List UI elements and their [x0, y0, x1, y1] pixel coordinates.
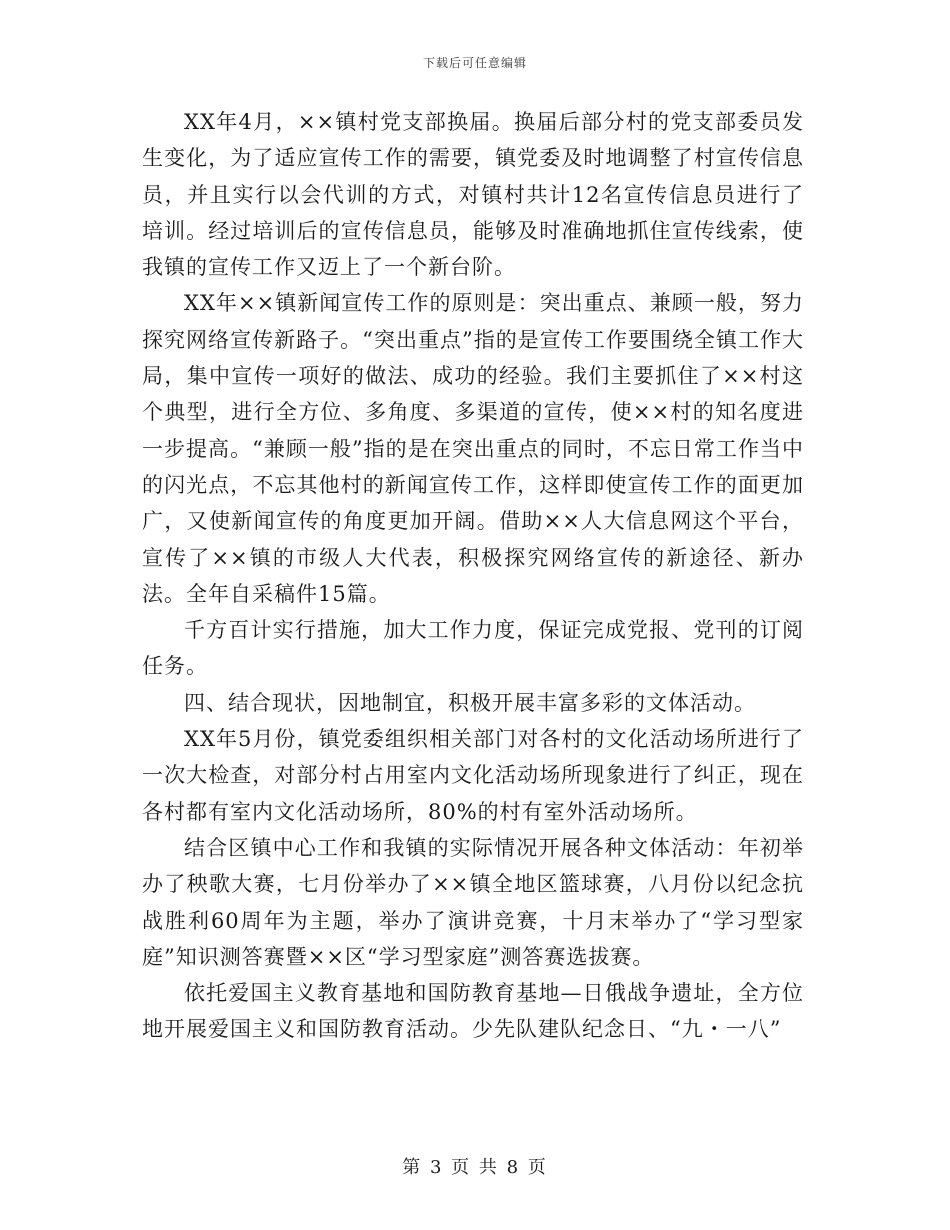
- page-header: 下载后可任意编辑: [422, 56, 527, 70]
- paragraph: 依托爱国主义教育基地和国防教育基地—日俄战争遗址，全方位地开展爱国主义和国防教育活动。少先队建队纪念日、“九・一八”: [142, 981, 804, 1042]
- paragraph: XX年××镇新闻宣传工作的原则是：突出重点、兼顾一般，努力探究网络宣传新路子。“突出重点”指的是宣传工作要围绕全镇工作大局，集中宣传一项好的做法、成功的经验。我们主要抓住了××村这个典型，进行全方位、多角度、多渠道的宣传，使××村的知名度进一步提高。“兼顾一般”指的是在突出重点的同时，不忘日常工作当中的闪光点，不忘其他村的新闻宣传工作，这样即使宣传工作的面更加广，又使新闻宣传的角度更加开阔。借助××人大信息网这个平台，宣传了××镇的市级人大代表，积极探究网络宣传的新途径、新办法。全年自采稿件15篇。: [142, 291, 804, 606]
- paragraph: XX年4月，××镇村党支部换届。换届后部分村的党支部委员发生变化，为了适应宣传工作的需要，镇党委及时地调整了村宣传信息员，并且实行以会代训的方式，对镇村共计12名宣传信息员进行了培训。经过培训后的宣传信息员，能够及时准确地抓住宣传线索，使我镇的宣传工作又迈上了一个新台阶。: [142, 110, 804, 280]
- paragraph: 结合区镇中心工作和我镇的实际情况开展各种文体活动：年初举办了秧歌大赛，七月份举办了××镇全地区篮球赛，八月份以纪念抗战胜利60周年为主题，举办了演讲竞赛，十月末举办了“学习型家庭”知识测答赛暨××区“学习型家庭”测答赛选拔赛。: [142, 835, 804, 969]
- paragraph: XX年5月份，镇党委组织相关部门对各村的文化活动场所进行了一次大检查，对部分村占用室内文化活动场所现象进行了纠正，现在各村都有室内文化活动场所，80%的村有室外活动场所。: [142, 727, 804, 824]
- page-number: 第 3 页 共 8 页: [402, 1157, 548, 1178]
- section-heading: 四、结合现状，因地制宜，积极开展丰富多彩的文体活动。: [184, 690, 756, 715]
- paragraph: 千方百计实行措施，加大工作力度，保证完成党报、党刊的订阅任务。: [142, 618, 804, 679]
- document-body: [142, 104, 804, 1048]
